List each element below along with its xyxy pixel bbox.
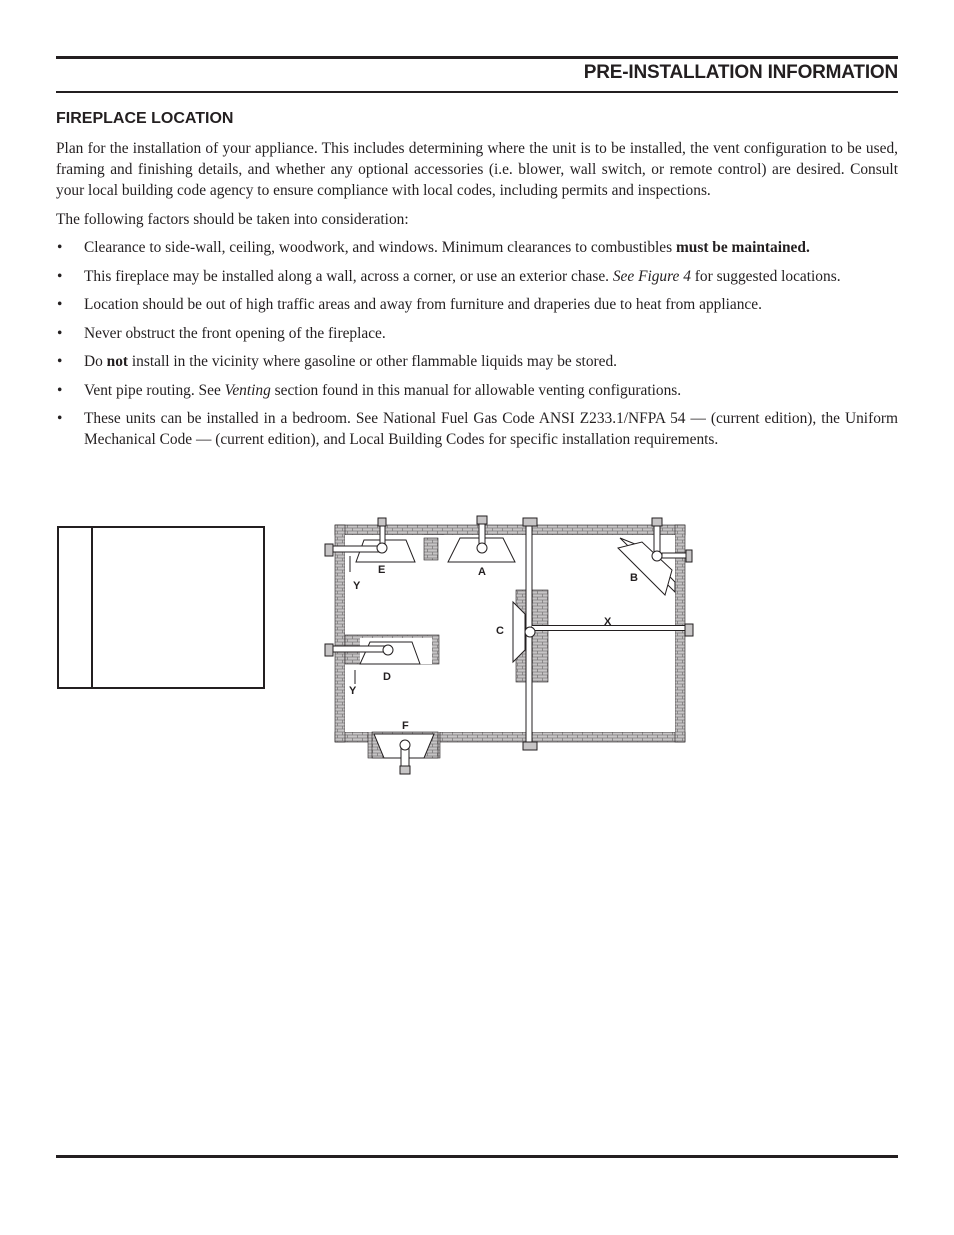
- section-body: [56, 138, 898, 458]
- label-c: C: [496, 625, 504, 637]
- factor-item: • Location should be out of high traffic areas and away from furniture and draperies due to heat from appliance.: [56, 294, 898, 315]
- label-y-upper: Y: [353, 580, 361, 592]
- footer-rule: [56, 1155, 898, 1158]
- label-d: D: [383, 671, 391, 683]
- label-x: X: [604, 616, 612, 628]
- label-b: B: [630, 572, 638, 584]
- warning-box: [57, 526, 265, 689]
- fireplace-location-diagram: [320, 510, 700, 775]
- label-e: E: [378, 564, 386, 576]
- factor-item: • Clearance to side-wall, ceiling, woodwork, and windows. Minimum clearances to combustibles must be maintained.: [56, 237, 898, 258]
- figure-reference: See Figure 4: [612, 267, 691, 285]
- factor-item: • These units can be installed in a bedroom. See National Fuel Gas Code ANSI Z233.1/NFPA 54 — (current edition), the Uniform Mechanical Code — (current edition), and Local Building Codes for specific installation requirements.: [56, 408, 898, 450]
- factor-item: • This fireplace may be installed along a wall, across a corner, or use an exterior chase. See Figure 4 for suggested locations.: [56, 266, 898, 287]
- factor-list: [56, 237, 898, 450]
- page-title: PRE-INSTALLATION INFORMATION: [583, 62, 898, 83]
- label-a: A: [478, 566, 486, 578]
- header-top-rule: [56, 56, 898, 59]
- section-heading: FIREPLACE LOCATION: [56, 110, 234, 127]
- factor-item: • Vent pipe routing. See Venting section found in this manual for allowable venting configurations.: [56, 380, 898, 401]
- fireplace-f: [374, 734, 434, 774]
- label-f: F: [402, 720, 409, 732]
- header-bottom-rule: [56, 91, 898, 93]
- factors-lead: The following factors should be taken into consideration:: [56, 211, 409, 228]
- label-y-lower: Y: [349, 685, 357, 697]
- room-areas: [345, 535, 675, 732]
- section-reference: Venting: [224, 381, 271, 399]
- partition-brick: [424, 538, 438, 560]
- warning-box-divider: [91, 528, 93, 687]
- factor-item: • Do not install in the vicinity where gasoline or other flammable liquids may be stored.: [56, 351, 898, 372]
- factor-item: • Never obstruct the front opening of the fireplace.: [56, 323, 898, 344]
- intro-paragraph: Plan for the installation of your appliance. This includes determining where the unit is to be installed, the vent configuration to be used, framing and finishing details, and whether any optional accessories (i.e. blower, wall switch, or remote control) are desired. Consult your local building code agency to ensure compliance with local codes, including permits and inspections.: [56, 140, 898, 199]
